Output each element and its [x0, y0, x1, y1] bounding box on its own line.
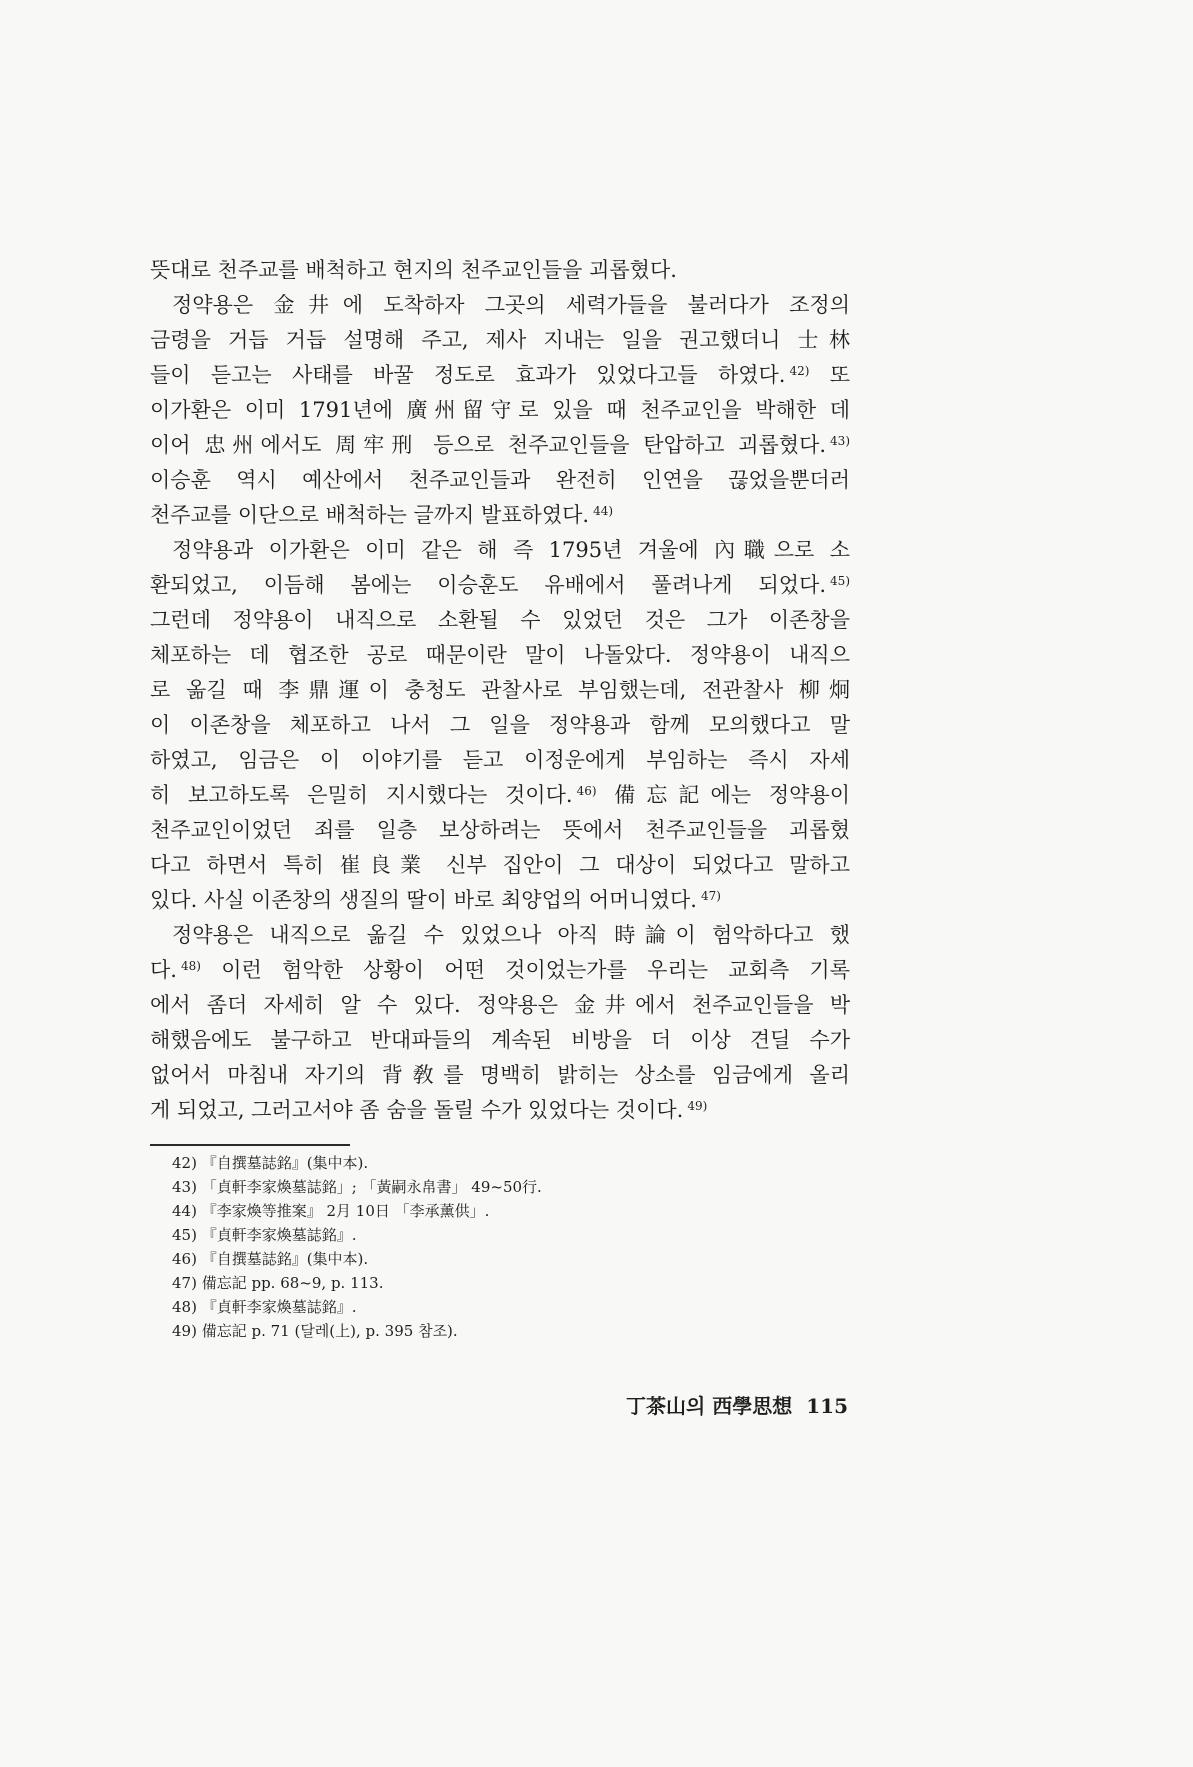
body-line — [150, 603, 850, 638]
line-text: 이가환은 이미 1791년에 廣州留守로 있을 때 천주교인을 박해한 데 — [150, 398, 850, 422]
line-text: 천주교인이었던 죄를 일층 보상하려는 뜻에서 천주교인들을 괴롭혔 — [150, 818, 850, 842]
line-text: 뜻대로 천주교를 배척하고 현지의 천주교인들을 괴롭혔다. — [150, 258, 677, 282]
footnote: 49) 備忘記 p. 71 (달레(上), p. 395 참조). — [172, 1322, 458, 1340]
body-line — [150, 393, 850, 428]
footnote: 42) 『自撰墓誌銘』(集中本). — [172, 1154, 369, 1172]
body-line — [150, 1023, 850, 1058]
line-text: 에서 좀더 자세히 알 수 있다. 정약용은 金井에서 천주교인들을 박 — [150, 993, 850, 1017]
footnote: 48) 『貞軒李家煥墓誌銘』. — [172, 1298, 357, 1316]
footnote: 44) 『李家煥等推案』 2月 10日 「李承薰供」. — [172, 1202, 490, 1220]
footnote: 47) 備忘記 pp. 68~9, p. 113. — [172, 1274, 384, 1292]
line-text: 이 이존창을 체포하고 나서 그 일을 정약용과 함께 모의했다고 말 — [150, 713, 850, 737]
footnote: 46) 『自撰墓誌銘』(集中本). — [172, 1250, 369, 1268]
footnote-ref: 49) — [687, 1099, 708, 1113]
line-text: 게 되었고, 그러고서야 좀 숨을 돌릴 수가 있었다는 것이다. — [150, 1098, 684, 1122]
footnote-ref: 46) — [576, 784, 597, 798]
line-text: 정약용은 내직으로 옮길 수 있었으나 아직 時論이 험악하다고 했 — [172, 923, 850, 947]
footnote-rule — [150, 1144, 350, 1146]
line-text: 이런 험악한 상황이 어떤 것이었는가를 우리는 교회측 기록 — [200, 958, 850, 982]
line-text: 그런데 정약용이 내직으로 소환될 수 있었던 것은 그가 이존창을 — [150, 608, 850, 632]
line-text: 이어 忠州에서도 周牢刑 등으로 천주교인들을 탄압하고 괴롭혔다. — [150, 433, 827, 457]
body-line — [150, 848, 850, 883]
footnote-ref: 47) — [700, 889, 721, 903]
body-line — [150, 988, 850, 1023]
body-line — [150, 463, 850, 498]
footnote: 45) 『貞軒李家煥墓誌銘』. — [172, 1226, 357, 1244]
line-text: 히 보고하도록 은밀히 지시했다는 것이다. — [150, 783, 573, 807]
footnote: 43) 「貞軒李家煥墓誌銘」; 「黃嗣永帛書」 49~50行. — [172, 1178, 542, 1196]
line-text: 정약용과 이가환은 이미 같은 해 즉 1795년 겨울에 內職으로 소 — [172, 538, 850, 562]
line-text: 하였고, 임금은 이 이야기를 듣고 이정운에게 부임하는 즉시 자세 — [150, 748, 850, 772]
body-line — [150, 533, 850, 568]
body-line — [150, 568, 850, 603]
body-line — [150, 358, 850, 393]
line-text: 체포하는 데 협조한 공로 때문이란 말이 나돌았다. 정약용이 내직으 — [150, 643, 850, 667]
footnote-ref: 45) — [830, 574, 850, 588]
footnote-ref: 42) — [789, 364, 810, 378]
footnote-ref: 43) — [830, 434, 850, 448]
line-text: 환되었고, 이듬해 봄에는 이승훈도 유배에서 풀려나게 되었다. — [150, 573, 827, 597]
body-line — [150, 428, 850, 463]
footnotes — [172, 1151, 772, 1343]
body-line — [150, 813, 850, 848]
line-text: 다. — [150, 958, 177, 982]
line-text: 備忘記에는 정약용이 — [596, 783, 850, 807]
body-line — [150, 323, 850, 358]
line-text: 정약용은 金井에 도착하자 그곳의 세력가들을 불러다가 조정의 — [172, 293, 850, 317]
body-line — [150, 253, 850, 288]
footnote-ref: 44) — [593, 504, 614, 518]
body-line — [150, 288, 850, 323]
body-text — [150, 253, 850, 1128]
body-line — [150, 498, 850, 533]
line-text: 또 — [809, 363, 851, 387]
body-line — [150, 708, 850, 743]
line-text: 천주교를 이단으로 배척하는 글까지 발표하였다. — [150, 503, 590, 527]
line-text: 해했음에도 불구하고 반대파들의 계속된 비방을 더 이상 견딜 수가 — [150, 1028, 850, 1052]
line-text: 없어서 마침내 자기의 背敎를 명백히 밝히는 상소를 임금에게 올리 — [150, 1063, 850, 1087]
body-line — [150, 638, 850, 673]
line-text: 들이 듣고는 사태를 바꿀 정도로 효과가 있었다고들 하였다. — [150, 363, 786, 387]
footnote-ref: 48) — [180, 959, 201, 973]
body-line — [150, 743, 850, 778]
body-line — [150, 918, 850, 953]
body-line — [150, 778, 850, 813]
line-text: 로 옮길 때 李鼎運이 충청도 관찰사로 부임했는데, 전관찰사 柳炯 — [150, 678, 850, 702]
page-footer — [626, 1390, 848, 1419]
running-title: 丁茶山의 西學思想 — [625, 1394, 793, 1418]
page-number: 115 — [806, 1394, 848, 1418]
body-line — [150, 953, 850, 988]
body-line — [150, 1058, 850, 1093]
body-line — [150, 883, 850, 918]
body-line — [150, 1093, 850, 1128]
line-text: 있다. 사실 이존창의 생질의 딸이 바로 최양업의 어머니였다. — [150, 888, 697, 912]
body-line — [150, 673, 850, 708]
line-text: 금령을 거듭 거듭 설명해 주고, 제사 지내는 일을 권고했더니 士林 — [150, 328, 850, 352]
line-text: 이승훈 역시 예산에서 천주교인들과 완전히 인연을 끊었을뿐더러 — [150, 468, 850, 492]
line-text: 다고 하면서 특히 崔良業 신부 집안이 그 대상이 되었다고 말하고 — [150, 853, 850, 877]
